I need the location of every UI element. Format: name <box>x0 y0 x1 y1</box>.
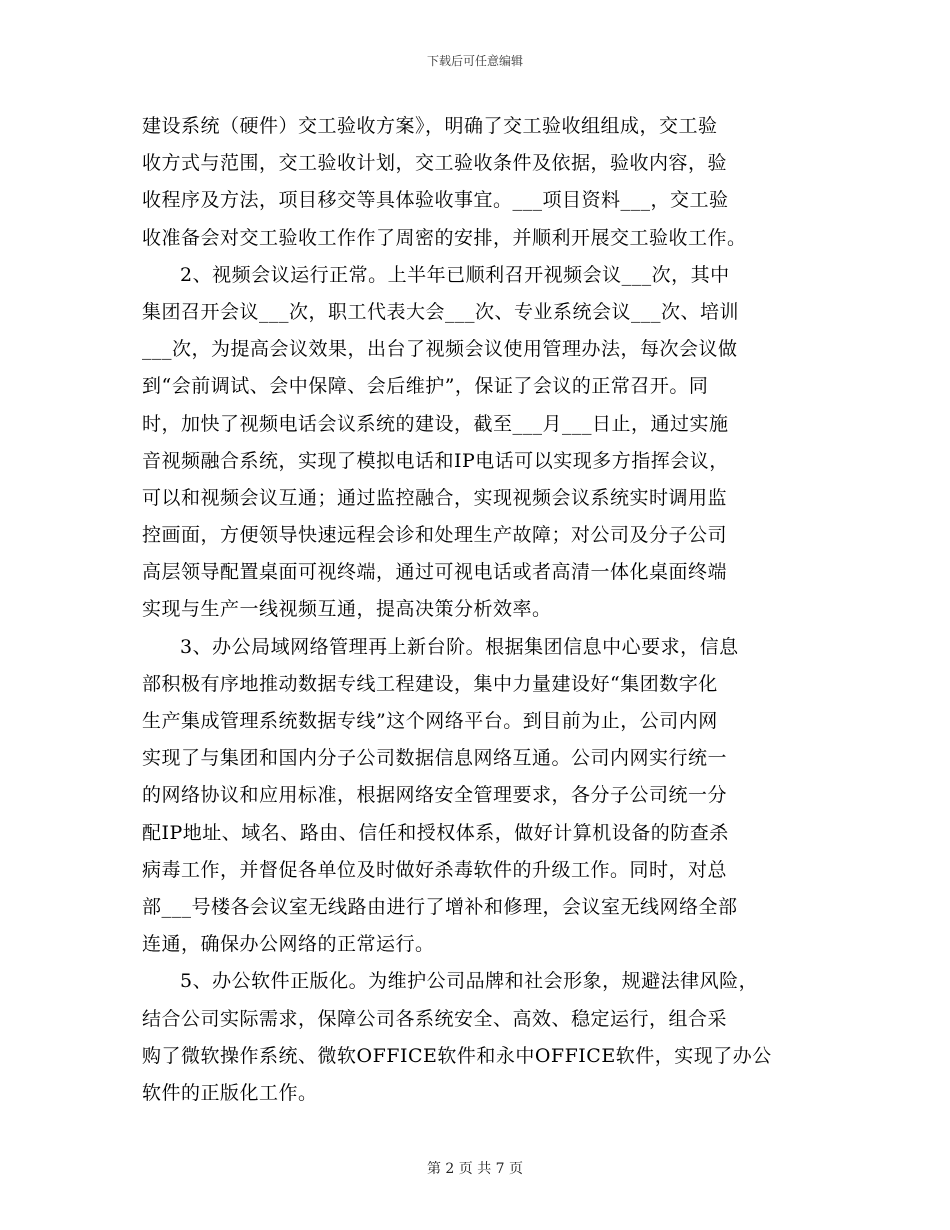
text-line: 部___号楼各会议室无线路由进行了增补和修理，会议室无线网络全部 <box>142 895 738 918</box>
text-line: 收准备会对交工验收工作作了周密的安排，并顺利开展交工验收工作。 <box>142 226 747 249</box>
page-header: 下载后可任意编辑 <box>426 54 523 68</box>
text-line: 实现了与集团和国内分子公司数据信息网络互通。公司内网实行统一 <box>142 747 728 770</box>
text-line: 连通，确保办公网络的正常运行。 <box>142 933 435 956</box>
text-line: ___次，为提高会议效果，出台了视频会议使用管理办法，每次会议做 <box>142 338 738 361</box>
text-line: 可以和视频会议互通；通过监控融合，实现视频会议系统实时调用监 <box>142 486 728 509</box>
text-line: 病毒工作，并督促各单位及时做好杀毒软件的升级工作。同时，对总 <box>142 858 728 881</box>
text-line: 结合公司实际需求，保障公司各系统安全、高效、稳定运行，组合采 <box>142 1007 728 1030</box>
text-line: 软件的正版化工作。 <box>142 1081 318 1104</box>
document-body <box>142 108 810 1112</box>
text-line: 建设系统（硬件）交工验收方案》，明确了交工验收组组成，交工验 <box>142 115 718 137</box>
paragraph-start-line: 2、视频会议运行正常。上半年已顺利召开视频会议___次，其中 <box>180 263 730 286</box>
text-line: 收方式与范围，交工验收计划，交工验收条件及依据，验收内容，验 <box>142 152 728 175</box>
text-line: 音视频融合系统，实现了模拟电话和IP电话可以实现多方指挥会议， <box>142 449 729 472</box>
text-line: 收程序及方法，项目移交等具体验收事宜。___项目资料___，交工验 <box>142 189 729 212</box>
paragraph-start-line: 3、办公局域网络管理再上新台阶。根据集团信息中心要求，信息 <box>180 635 739 658</box>
text-line: 的网络协议和应用标准，根据网络安全管理要求，各分子公司统一分 <box>142 784 728 807</box>
text-line: 配IP地址、域名、路由、信任和授权体系，做好计算机设备的防查杀 <box>142 821 729 844</box>
page-footer: 第 2 页 共 7 页 <box>426 1161 524 1177</box>
text-line: 控画面，方便领导快速远程会诊和处理生产故障；对公司及分子公司 <box>142 524 728 547</box>
text-line: 高层领导配置桌面可视终端，通过可视电话或者高清一体化桌面终端 <box>142 561 728 584</box>
text-line: 到“会前调试、会中保障、会后维护”，保证了会议的正常召开。同 <box>142 375 709 398</box>
text-line: 生产集成管理系统数据专线”这个网络平台。到目前为止，公司内网 <box>142 710 718 732</box>
text-line: 实现与生产一线视频互通，提高决策分析效率。 <box>142 598 552 621</box>
text-line: 集团召开会议___次，职工代表大会___次、专业系统会议___次、培训 <box>142 300 740 323</box>
text-line: 时，加快了视频电话会议系统的建设，截至___月___日止，通过实施 <box>142 412 729 435</box>
text-line: 部积极有序地推动数据专线工程建设，集中力量建设好“集团数字化 <box>142 672 718 695</box>
text-line: 购了微软操作系统、微软OFFICE软件和永中OFFICE软件，实现了办公 <box>142 1044 772 1067</box>
paragraph-start-line: 5、办公软件正版化。为维护公司品牌和社会形象，规避法律风险， <box>180 970 759 993</box>
